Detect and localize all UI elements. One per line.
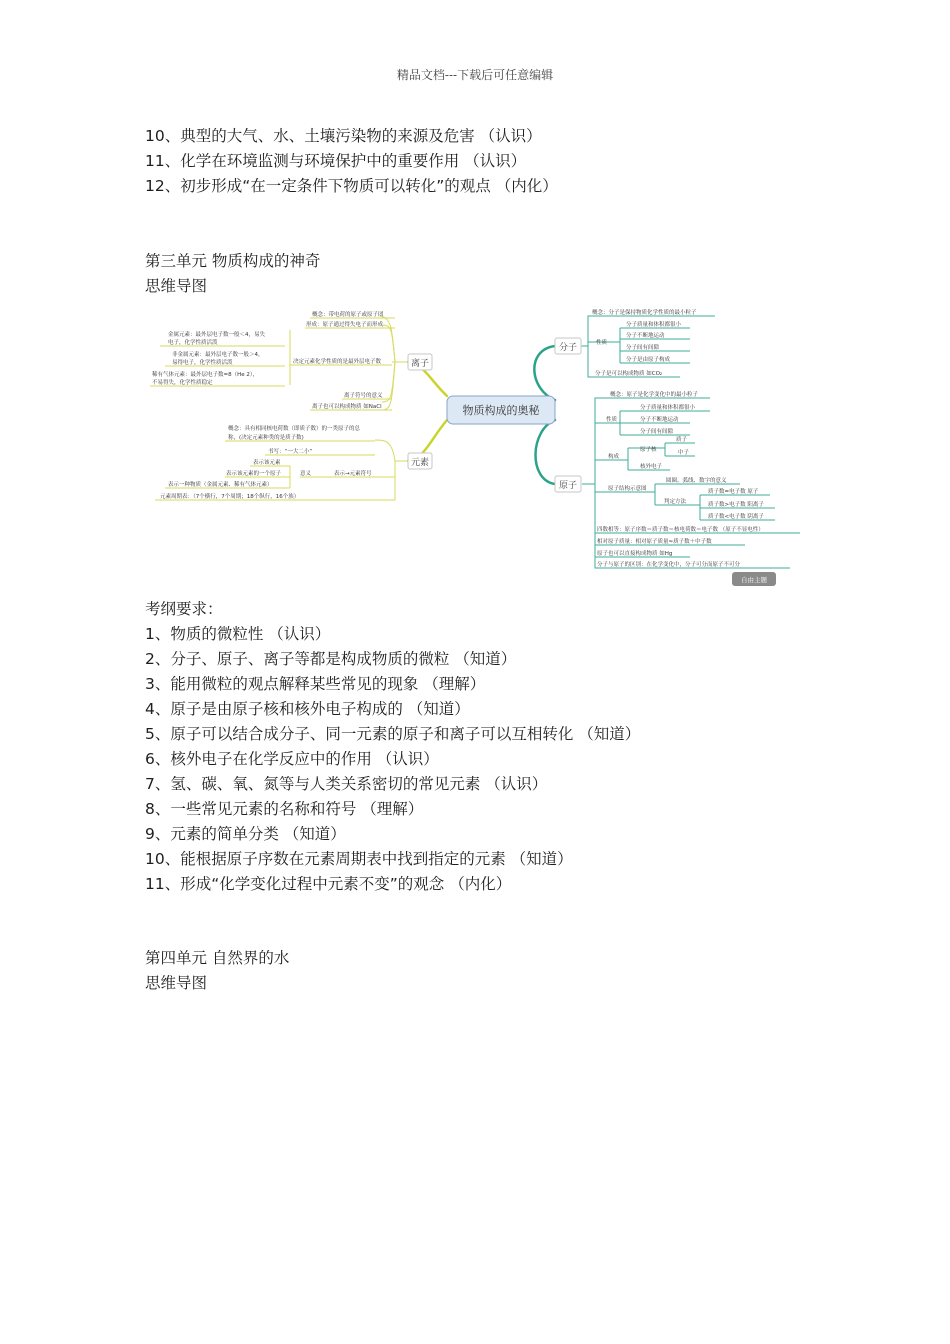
ion-concept: 概念：带电荷的原子或原子团 <box>312 312 384 318</box>
atom-diagram: 原子结构示意图 <box>608 486 647 492</box>
page-header: 精品文档---下载后可任意编辑 <box>396 68 554 82</box>
element-writing: 书写：“一大二小” <box>268 449 313 455</box>
node-molecule: 分子 <box>558 343 578 353</box>
section-title: 第三单元 物质构成的神奇 <box>145 252 321 270</box>
list-item: 9、元素的简单分类 （知道） <box>145 825 346 843</box>
list-item: 7、氢、碳、氧、氮等与人类关系密切的常见元素 （认识） <box>145 775 548 793</box>
list-item: 1、物质的微粒性 （认识） <box>145 625 331 643</box>
atom-properties: 性质 <box>606 417 618 423</box>
molecule-compose: 分子是可以构成物质 如CO₂ <box>595 371 663 377</box>
molecule-p4: 分子是由原子构成 <box>626 357 671 363</box>
ion-metal-1: 金属元素：最外层电子数一般＜4，易失 <box>168 332 266 338</box>
center-label: 物质构成的奥秘 <box>462 404 540 417</box>
list-item: 3、能用微粒的观点解释某些常见的现象 （理解） <box>145 675 486 693</box>
list-item: 2、分子、原子、离子等都是构成物质的微粒 （知道） <box>145 650 517 668</box>
requirements-title: 考纲要求： <box>145 600 223 618</box>
molecule-p1: 分子质量和体积都很小 <box>626 322 682 328</box>
element-rep-atom: 表示该元素的一个原子 <box>226 471 282 477</box>
element-rep-substance: 表示一种物质（金属元素、稀有气体元素） <box>168 482 273 488</box>
ion-metal-2: 电子，化学性质活泼 <box>168 340 218 346</box>
atom-j1: 质子数=电子数 原子 <box>708 489 759 495</box>
mind-map <box>145 300 805 592</box>
element-rep-symbol: 表示→元素符号 <box>334 471 372 477</box>
molecule-p3: 分子间有间隙 <box>626 345 660 351</box>
element-rep-element: 表示该元素 <box>253 460 281 466</box>
list-item: 5、原子可以结合成分子、同一元素的原子和离子可以互相转化 （知道） <box>145 725 641 743</box>
atom-concept: 概念：原子是化学变化中的最小粒子 <box>610 392 699 398</box>
node-element: 元素 <box>410 458 430 468</box>
atom-judge: 判定方法 <box>664 499 687 505</box>
atom-proton: 质子 <box>676 437 688 443</box>
ion-nonmetal-2: 易得电子，化学性质活泼 <box>172 360 233 366</box>
atom-mass: 相对原子质量：相对原子质量≈质子数＋中子数 <box>597 539 712 545</box>
molecule-concept: 概念：分子是保持物质化学性质的最小粒子 <box>592 310 697 316</box>
element-periodic: 元素周期表：（7个横行，7个周期；18个纵行，16个族） <box>160 494 300 500</box>
atom-p2: 分子不断地运动 <box>640 417 679 423</box>
list-item: 8、一些常见元素的名称和符号 （理解） <box>145 800 424 818</box>
section-subtitle: 思维导图 <box>145 277 208 295</box>
atom-structure: 构成 <box>608 454 620 460</box>
atom-p3: 分子间有间隙 <box>640 429 674 435</box>
list-item: 12、初步形成“在一定条件下物质可以转化”的观点 （内化） <box>145 177 558 195</box>
ion-symbol-meaning: 离子符号的意义 <box>344 393 383 399</box>
molecule-p2: 分子不断地运动 <box>626 333 665 339</box>
list-item: 6、核外电子在化学反应中的作用 （认识） <box>145 750 439 768</box>
list-item: 4、原子是由原子核和核外电子构成的 （知道） <box>145 700 470 718</box>
element-meaning: 意义 <box>300 471 312 477</box>
atom-j2: 质子数>电子数 阳离子 <box>708 502 764 508</box>
list-item: 11、化学在环境监测与环境保护中的重要作用 （认识） <box>145 152 527 170</box>
section-subtitle: 思维导图 <box>145 974 208 992</box>
node-atom: 原子 <box>558 481 578 491</box>
ion-decide: 决定元素化学性质的是最外层电子数 <box>293 359 382 365</box>
ion-nonmetal-1: 非金属元素：最外层电子数一般＞4， <box>172 352 264 358</box>
element-concept-1: 概念：具有相同核电荷数（即质子数）的一类原子的总 <box>228 426 361 432</box>
node-ion: 离子 <box>410 359 430 369</box>
element-concept-2: 称，(决定元素种类的是质子数) <box>228 435 304 441</box>
atom-compose: 原子也可以直接构成物质 如Hg <box>597 551 673 557</box>
section-title: 第四单元 自然界的水 <box>145 949 290 967</box>
atom-electron: 核外电子 <box>640 464 663 470</box>
atom-diagram-meaning: 圆圈、弧线、数字的意义 <box>666 478 727 484</box>
list-item: 11、形成“化学变化过程中元素不变”的观念 （内化） <box>145 875 512 893</box>
atom-equal: 四数相等：原子序数＝质子数＝核电荷数＝电子数 （原子不显电性） <box>597 527 764 533</box>
list-item: 10、能根据原子序数在元素周期表中找到指定的元素 （知道） <box>145 850 573 868</box>
ion-formation: 形成：原子通过得失电子而形成 <box>306 322 384 328</box>
atom-difference: 分子与原子的区别：在化学变化中，分子可分而原子不可分 <box>597 562 741 568</box>
atom-nucleus: 原子核 <box>640 447 657 453</box>
ion-noble-2: 不易得失，化学性质稳定 <box>152 380 213 386</box>
atom-neutron: 中子 <box>678 450 690 456</box>
list-item: 10、典型的大气、水、土壤污染物的来源及危害 （认识） <box>145 127 542 145</box>
molecule-properties: 性质 <box>596 340 608 346</box>
ion-compound: 离子也可以构成物质 如NaCl <box>312 404 382 410</box>
free-topic-label: 自由主题 <box>741 576 767 584</box>
atom-j3: 质子数<电子数 阴离子 <box>708 514 764 520</box>
atom-p1: 分子质量和体积都很小 <box>640 405 696 411</box>
ion-noble-1: 稀有气体元素：最外层电子数=8（He 2）， <box>152 372 259 378</box>
